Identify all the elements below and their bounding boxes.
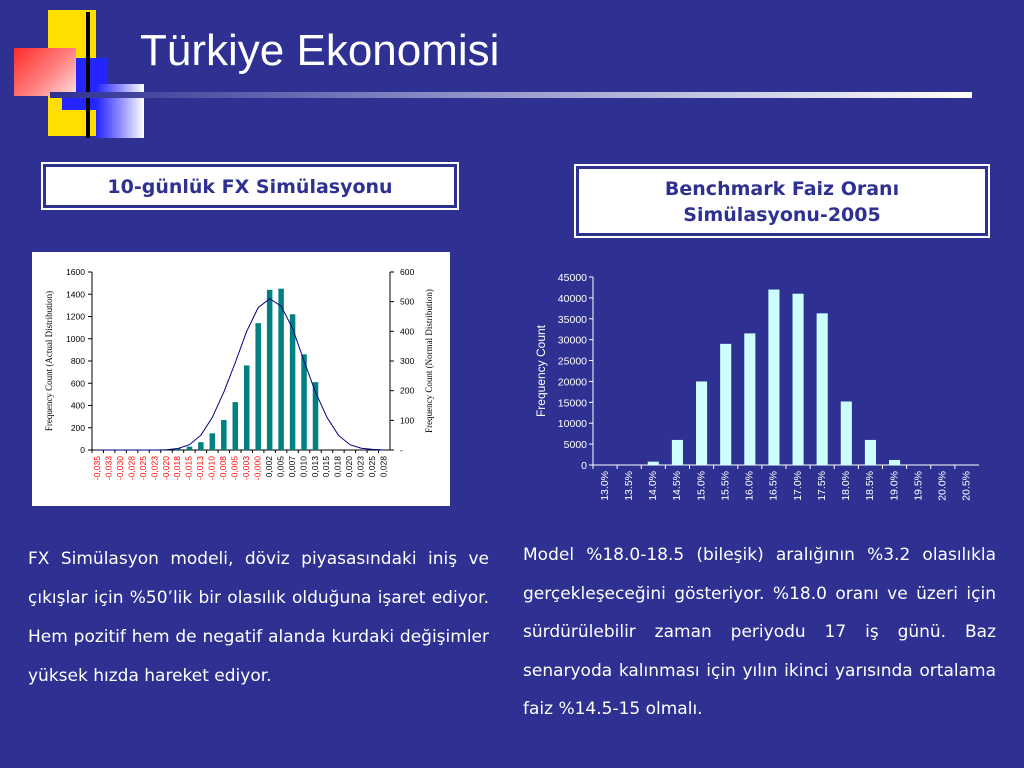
x-tick-label: 0,007 (286, 456, 297, 478)
y-tick-label: 35000 (557, 313, 587, 326)
y-axis-title: Frequency Count (Actual Distribution) (44, 290, 54, 432)
fx-simulation-description: FX Simülasyon modeli, döviz piyasasındaki iniş ve çıkışlar için %50’lik bir olasılık olduğuna işaret ediyor. Hem pozitif hem de negatif alanda kurdaki değişimler yüksek hızda hareket ediyor. (28, 549, 489, 686)
x-tick-label: 17.0% (791, 471, 804, 501)
x-tick-label: 18.0% (840, 471, 853, 501)
x-tick-label: 16.0% (743, 471, 756, 501)
x-tick-label: 0,025 (367, 456, 378, 478)
x-tick-label: -0,035 (91, 456, 102, 481)
rate-bar (793, 294, 804, 465)
fx-bar (210, 433, 216, 450)
benchmark-rate-chart-svg (528, 262, 988, 510)
y-tick-label: 45000 (557, 272, 587, 284)
x-tick-label: 0,020 (344, 456, 355, 478)
x-tick-label: -0,025 (137, 456, 148, 481)
benchmark-rate-description: Model %18.0-18.5 (bileşik) aralığının %3.2 olasılıkla gerçekleşeceğini gösteriyor. %18.0 oranı ve üzeri için sürdürülebilir zaman periyodu 17 iş günü. Baz senaryoda kalınması için yılın ikinci yarısında ortalama faiz %14.5-15 olmalı. (523, 545, 996, 719)
rate-bar (768, 290, 779, 465)
y-tick-label: 15000 (557, 397, 587, 410)
fx-simulation-label: 10-günlük FX Simülasyonu (107, 176, 393, 198)
y-tick-label: 0 (581, 460, 587, 472)
x-tick-label: 0,018 (332, 456, 343, 478)
y-tick-label: 10000 (557, 418, 587, 431)
fx-bar (233, 402, 239, 450)
fx-simulation-label-box (43, 164, 457, 208)
y2-tick-label: 400 (400, 326, 415, 337)
x-tick-label: -0,010 (206, 456, 217, 481)
y-tick-label: 25000 (557, 355, 587, 368)
x-tick-label: 0,028 (378, 456, 389, 478)
y2-tick-label: 200 (400, 385, 415, 396)
x-tick-label: 18.5% (864, 471, 877, 501)
x-tick-label: 19.5% (912, 471, 925, 501)
rate-bar (696, 381, 707, 465)
y2-tick-label: 500 (400, 296, 415, 307)
y-tick-label: 800 (70, 356, 85, 366)
rate-bar (672, 440, 683, 465)
x-tick-label: -0,023 (149, 456, 160, 481)
benchmark-rate-chart (528, 262, 988, 510)
fx-simulation-chart-svg (32, 252, 450, 506)
x-tick-label: -0,015 (183, 456, 194, 481)
fx-bar (187, 447, 193, 450)
rate-bar (889, 460, 900, 465)
x-tick-label: -0,008 (218, 456, 229, 481)
rate-bar (648, 462, 659, 465)
benchmark-rate-label-box (576, 166, 988, 236)
x-tick-label: -0,030 (114, 456, 125, 481)
y-tick-label: 1600 (66, 267, 85, 277)
x-tick-label: -0,033 (103, 456, 114, 481)
page-title: Türkiye Ekonomisi (140, 26, 500, 75)
y-axis-title: Frequency Count (534, 324, 548, 418)
fx-bar (278, 289, 284, 450)
x-tick-label: 15.0% (695, 471, 708, 501)
rate-bar (744, 333, 755, 465)
x-tick-label: 19.0% (888, 471, 901, 501)
fx-bar (255, 323, 261, 450)
title-divider (50, 92, 972, 98)
deco-vertical-line (86, 12, 90, 138)
y2-tick-label: 100 (400, 415, 415, 426)
y-tick-label: 30000 (557, 334, 587, 347)
fx-bar (301, 354, 307, 450)
rate-bar (720, 344, 731, 465)
y-tick-label: 200 (70, 422, 85, 433)
x-tick-label: 0,023 (355, 456, 366, 478)
y-tick-label: 40000 (557, 292, 587, 305)
x-tick-label: 0,015 (321, 456, 332, 478)
normal-distribution-curve (98, 299, 385, 450)
benchmark-rate-label-line1: Benchmark Faiz Oranı (664, 178, 900, 200)
x-tick-label: -0,003 (240, 456, 251, 481)
y-tick-label: 20000 (557, 376, 587, 389)
x-tick-label: 0,013 (309, 456, 320, 478)
x-tick-label: 16.5% (767, 471, 780, 501)
x-tick-label: -0,020 (160, 456, 171, 481)
y-tick-label: 400 (70, 400, 85, 411)
deco-red-square (14, 48, 76, 96)
x-tick-label: -0,013 (195, 456, 206, 481)
x-tick-label: 13.5% (622, 471, 635, 501)
fx-bar (267, 290, 273, 450)
y-tick-label: 0 (80, 445, 85, 455)
x-tick-label: 13.0% (598, 471, 611, 501)
fx-bar (221, 420, 227, 450)
y2-tick-label: - (400, 445, 403, 455)
x-tick-label: 20.5% (960, 471, 973, 501)
x-tick-label: -0,000 (252, 456, 263, 481)
y-tick-label: 1200 (66, 311, 85, 322)
rate-bar (841, 401, 852, 465)
x-tick-label: 15.5% (719, 471, 732, 501)
x-tick-label: -0,028 (126, 456, 137, 481)
rate-bar (865, 440, 876, 465)
x-tick-label: -0,005 (229, 456, 240, 481)
y-tick-label: 5000 (563, 439, 587, 452)
x-tick-label: 0,005 (275, 456, 286, 478)
x-tick-label: 14.0% (647, 471, 660, 501)
x-tick-label: 14.5% (671, 471, 684, 501)
y-tick-label: 600 (70, 378, 85, 389)
x-tick-label: 20.0% (936, 471, 949, 501)
fx-bar (198, 442, 204, 450)
rate-bar (817, 313, 828, 465)
y-tick-label: 1000 (66, 333, 85, 344)
y2-axis-title: Frequency Count (Normal Distribution) (424, 289, 434, 433)
y2-tick-label: 300 (400, 356, 415, 366)
x-tick-label: 0,010 (298, 456, 309, 478)
x-tick-label: 0,002 (263, 456, 274, 478)
x-tick-label: 17.5% (815, 471, 828, 501)
benchmark-rate-label-line2: Simülasyonu-2005 (683, 204, 881, 226)
fx-bar (244, 365, 250, 450)
x-tick-label: -0,018 (172, 456, 183, 481)
fx-simulation-chart (32, 252, 450, 506)
y-tick-label: 1400 (66, 289, 85, 300)
y2-tick-label: 600 (400, 267, 415, 277)
